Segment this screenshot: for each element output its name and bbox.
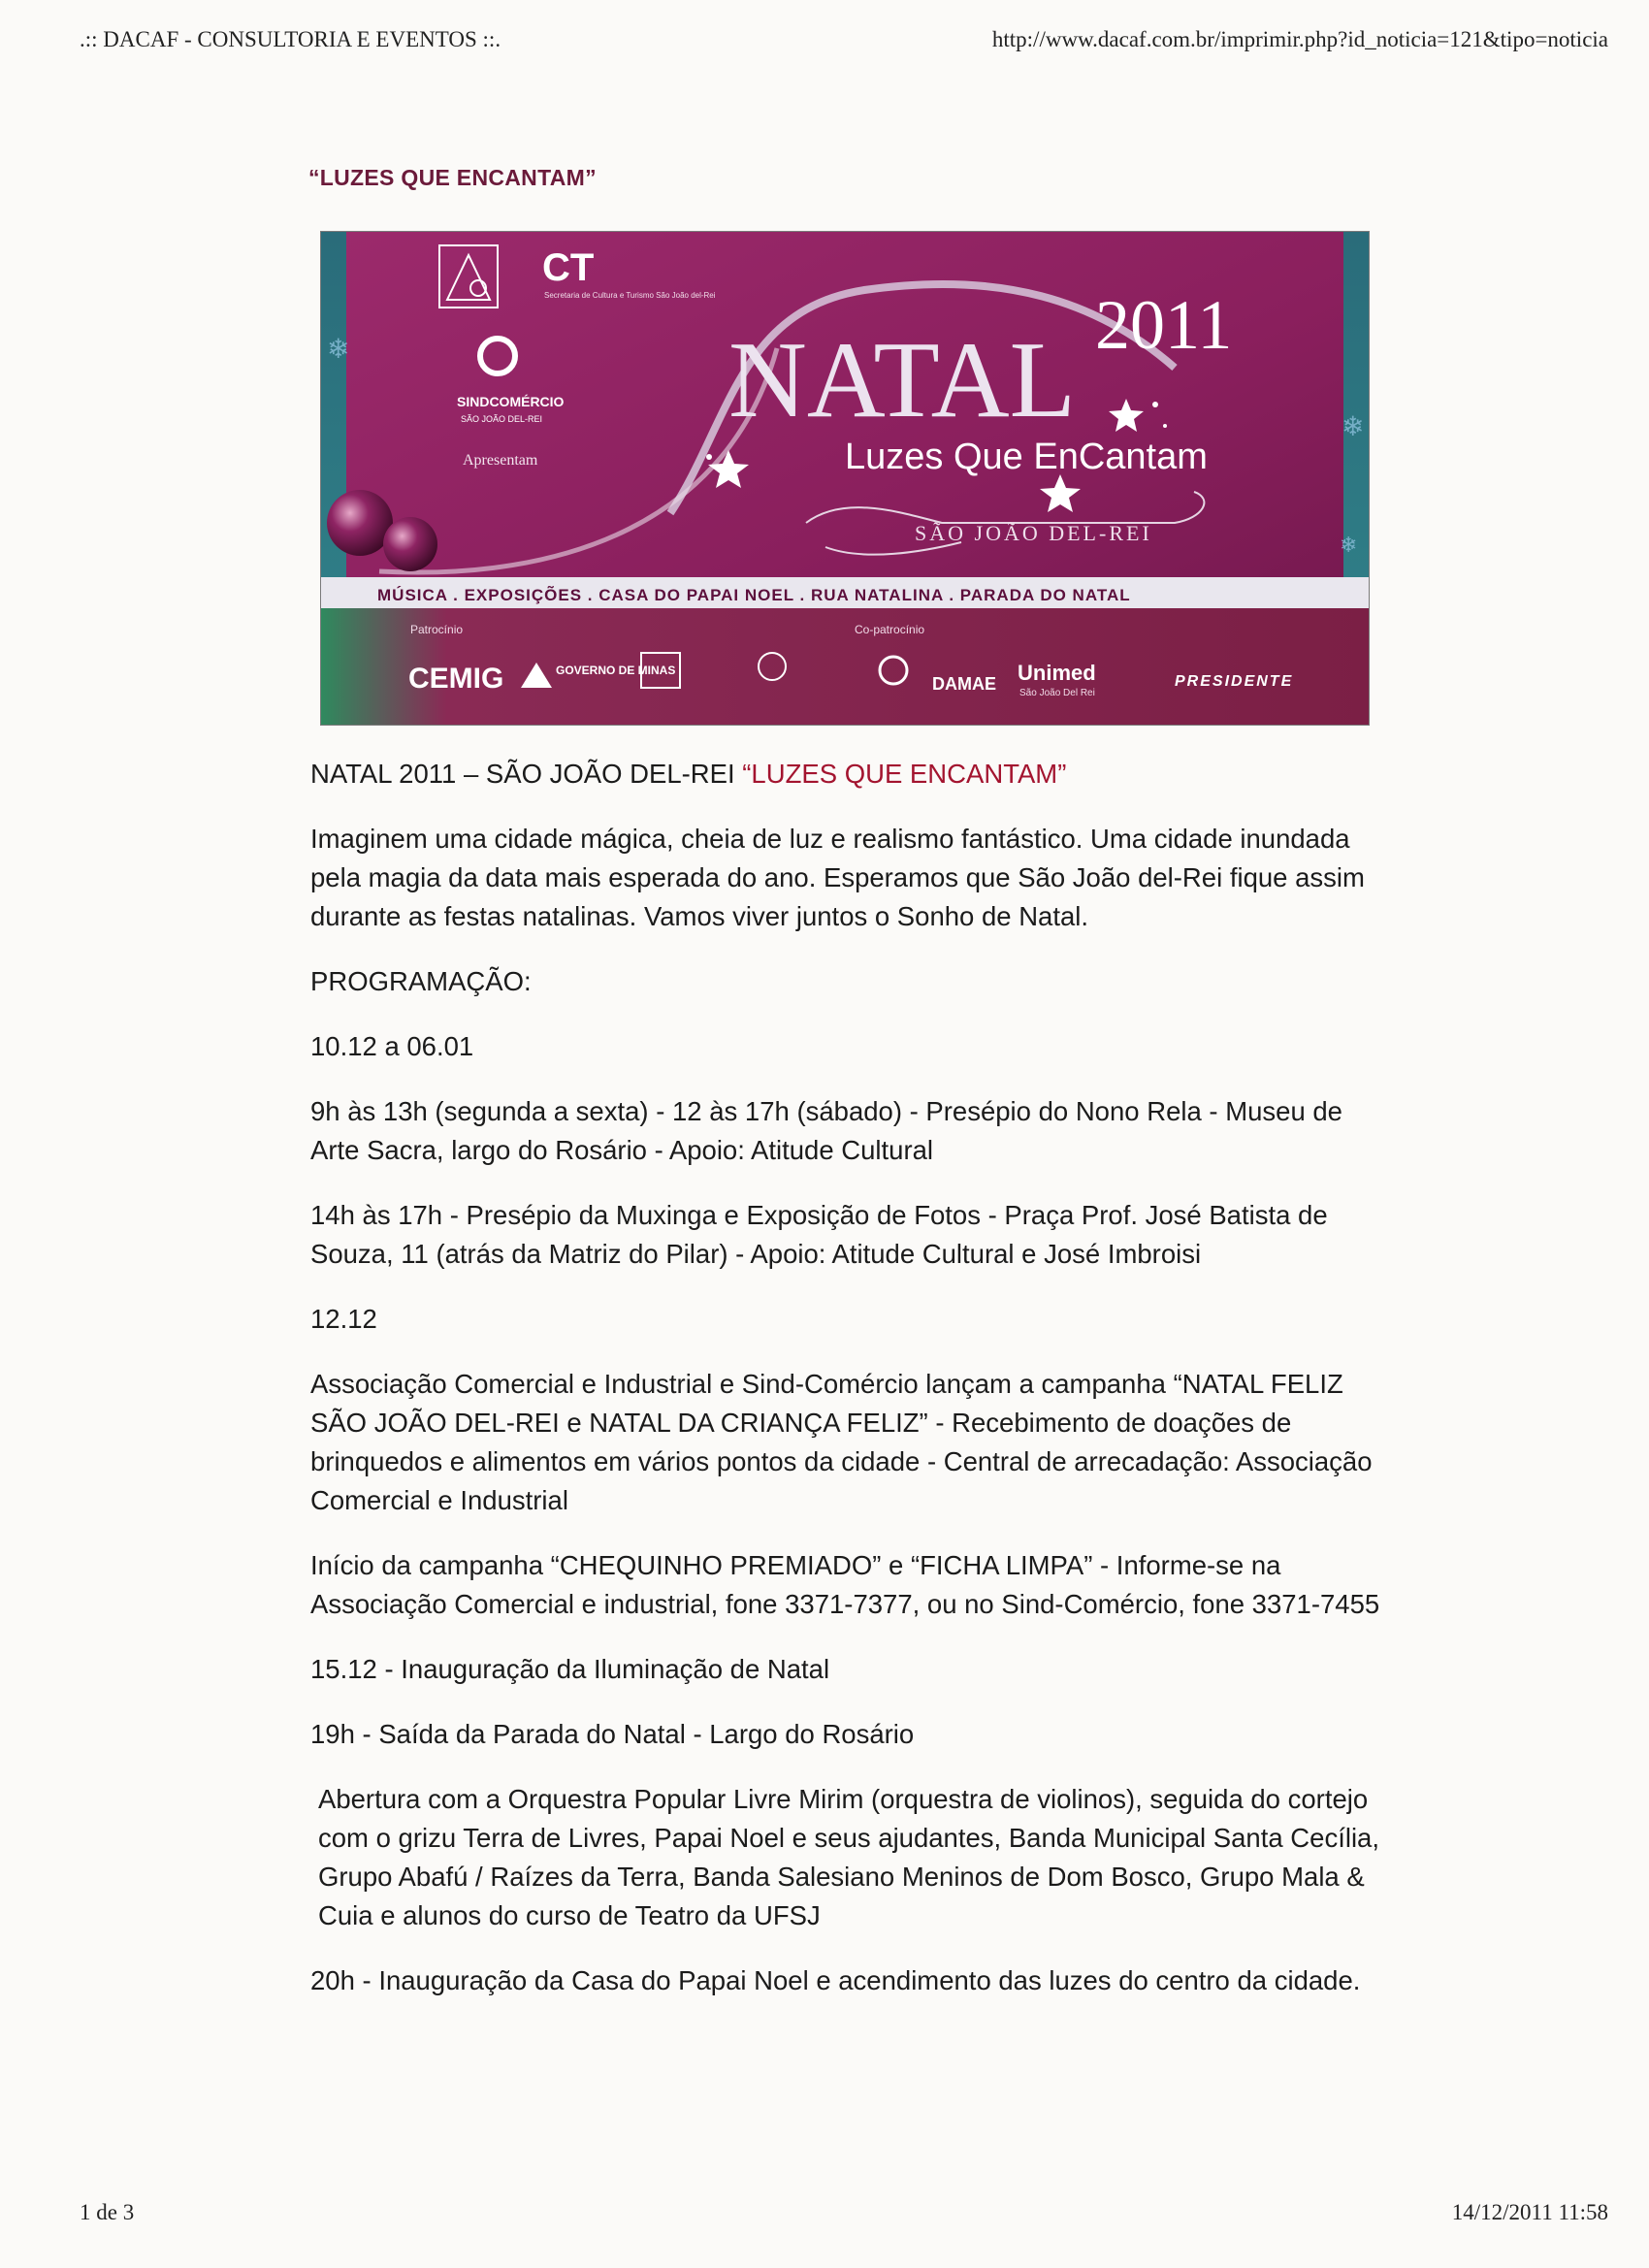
banner-city: SÃO JOÃO DEL-REI xyxy=(915,521,1152,545)
page-url[interactable]: http://www.dacaf.com.br/imprimir.php?id_noticia=121&tipo=noticia xyxy=(991,27,1608,51)
banner-tagline: Luzes Que EnCantam xyxy=(845,437,1208,477)
article-body xyxy=(310,755,1387,2026)
svg-text:Secretaria de Cultura e Turism: Secretaria de Cultura e Turismo São João del-Rei xyxy=(544,291,716,300)
banner-graphic xyxy=(321,232,1369,725)
sponsor-cemig: CEMIG xyxy=(408,663,504,695)
banner-attractions: MÚSICA . EXPOSIÇÕES . CASA DO PAPAI NOEL . RUA NATALINA . PARADA DO NATAL xyxy=(377,586,1131,604)
program-item: 10.12 a 06.01 xyxy=(310,1031,474,1061)
svg-text:❄: ❄ xyxy=(327,333,350,365)
svg-text:❄: ❄ xyxy=(1340,534,1358,558)
article-subtitle: NATAL 2011 – SÃO JOÃO DEL-REI “LUZES QUE ENCANTAM” xyxy=(310,759,1067,789)
program-item: Associação Comercial e Industrial e Sind-Comércio lançam a campanha “NATAL FELIZ SÃO JOÃO DEL-REI e NATAL DA CRIANÇA FELIZ” - Recebimento de doações de brinquedos e alimentos em vários pontos da cidade - Central de arrecadação: Associação Comercial e Industrial xyxy=(310,1369,1373,1515)
svg-text:❄: ❄ xyxy=(1342,410,1365,442)
banner-year: 2011 xyxy=(1095,286,1233,364)
site-title: .:: DACAF - CONSULTORIA E EVENTOS ::. xyxy=(80,27,501,51)
ornament-icon xyxy=(327,490,393,556)
banner-headline: NATAL xyxy=(728,320,1077,440)
natal-2011-banner xyxy=(320,231,1370,726)
print-footer xyxy=(0,2200,1649,2239)
copatrocinio-label: Co-patrocínio xyxy=(855,623,925,636)
program-item: 14h às 17h - Presépio da Muxinga e Exposição de Fotos - Praça Prof. José Batista de Souza, 11 (atrás da Matriz do Pilar) - Apoio: Atitude Cultural e José Imbroisi xyxy=(310,1200,1328,1269)
apresentam-text: Apresentam xyxy=(463,452,538,469)
sponsor-presidente: PRESIDENTE xyxy=(1175,673,1294,690)
program-heading: PROGRAMAÇÃO: xyxy=(310,966,532,996)
page-counter: 1 de 3 xyxy=(80,2200,135,2224)
program-item: Início da campanha “CHEQUINHO PREMIADO” e “FICHA LIMPA” - Informe-se na Associação Comercial e industrial, fone 3371-7377, ou no Sind-Comércio, fone 3371-7455 xyxy=(310,1550,1380,1619)
patrocinio-label: Patrocínio xyxy=(410,623,464,636)
article-title: “LUZES QUE ENCANTAM” xyxy=(308,165,597,190)
sponsor-damae: DAMAE xyxy=(932,674,996,694)
svg-text:SINDCOMÉRCIO: SINDCOMÉRCIO xyxy=(457,394,565,409)
program-item: Abertura com a Orquestra Popular Livre Mirim (orquestra de violinos), seguida do cortejo com o grizu Terra de Livres, Papai Noel e seus ajudantes, Banda Municipal Santa Cecília, Grupo Abafú / Raízes da Terra, Banda Salesiano Meninos de Dom Bosco, Grupo Mala & Cuia e alunos do curso de Teatro da UFSJ xyxy=(318,1784,1379,1930)
program-item: 12.12 xyxy=(310,1304,377,1334)
print-header xyxy=(0,27,1649,66)
intro-paragraph: Imaginem uma cidade mágica, cheia de luz e realismo fantástico. Uma cidade inundada pela magia da data mais esperada do ano. Esperamos que São João del-Rei fique assim durante as festas natalinas. Vamos viver juntos o Sonho de Natal. xyxy=(310,824,1365,931)
print-datetime: 14/12/2011 11:58 xyxy=(1451,2200,1608,2224)
program-item: 19h - Saída da Parada do Natal - Largo do Rosário xyxy=(310,1719,915,1749)
subtitle-accent: “LUZES QUE ENCANTAM” xyxy=(742,759,1067,789)
svg-text:CT: CT xyxy=(542,246,595,289)
program-item: 9h às 13h (segunda a sexta) - 12 às 17h (sábado) - Presépio do Nono Rela - Museu de Arte Sacra, largo do Rosário - Apoio: Atitude Cultural xyxy=(310,1096,1342,1165)
sponsor-governo: GOVERNO DE MINAS xyxy=(556,664,676,677)
program-item: 15.12 - Inauguração da Iluminação de Natal xyxy=(310,1654,830,1684)
program-item: 20h - Inauguração da Casa do Papai Noel e acendimento das luzes do centro da cidade. xyxy=(310,1965,1361,1995)
sponsor-unimed: Unimed xyxy=(1018,661,1096,685)
svg-text:SÃO JOÃO DEL-REI: SÃO JOÃO DEL-REI xyxy=(461,414,543,424)
svg-text:São João Del Rei: São João Del Rei xyxy=(1019,688,1095,698)
